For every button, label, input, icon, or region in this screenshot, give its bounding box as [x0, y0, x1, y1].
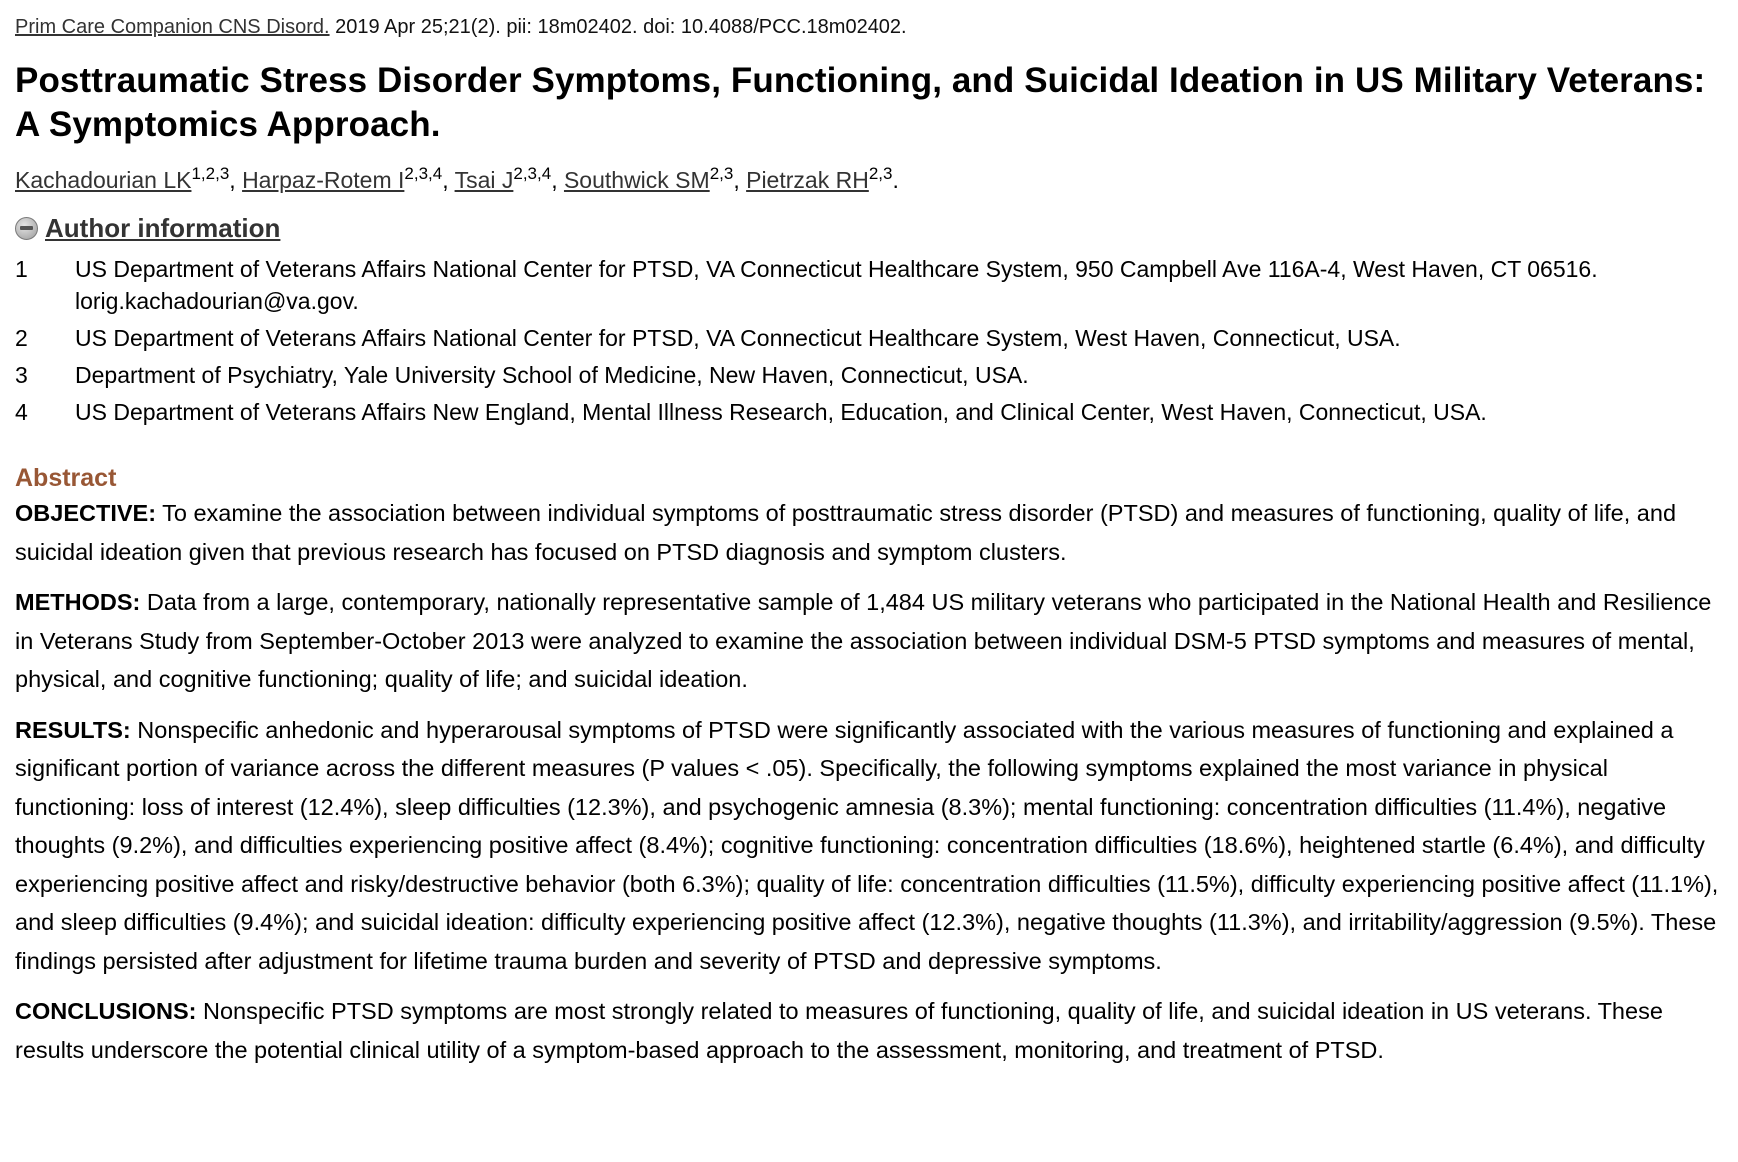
- section-label: METHODS:: [15, 589, 141, 615]
- section-label: RESULTS:: [15, 716, 131, 743]
- abstract-results: [15, 711, 1723, 981]
- author-link[interactable]: Kachadourian LK: [15, 167, 192, 193]
- section-text: To examine the association between individual symptoms of posttraumatic stress disorder (PTSD) and measures of functioning, quality of life, and suicidal ideation given that previous research has focused on PTSD diagnosis and symptom clusters.: [15, 500, 1677, 565]
- affiliation-number: 3: [15, 362, 28, 388]
- author-affil-sup: 1,2,3: [191, 164, 230, 183]
- collapse-minus-icon[interactable]: [15, 217, 38, 240]
- section-text: Nonspecific PTSD symptoms are most strongly related to measures of functioning, quality of life, and suicidal ideation in US veterans. These results underscore the potential clinical utility of a symptom-based approach to the assessment, monitoring, and treatment of PTSD.: [15, 998, 1663, 1063]
- abstract-heading: Abstract: [15, 464, 117, 492]
- article-title: Posttraumatic Stress Disorder Symptoms, Functioning, and Suicidal Ideation in US Military Veterans: A Symptomics Approach.: [15, 61, 1706, 144]
- affiliation-item: [15, 396, 1723, 428]
- section-label: CONCLUSIONS:: [15, 998, 197, 1024]
- author-affil-sup: 2,3,4: [513, 164, 552, 183]
- affiliation-text: US Department of Veterans Affairs New England, Mental Illness Research, Education, and Clinical Center, West Haven, Connecticut, USA.: [75, 399, 1487, 425]
- affiliation-number: 4: [15, 399, 28, 425]
- author-link[interactable]: Pietrzak RH: [746, 167, 869, 193]
- citation: [15, 12, 1723, 42]
- author-link[interactable]: Southwick SM: [563, 167, 710, 193]
- affiliation-item: [15, 253, 1723, 317]
- abstract-conclusions: [15, 992, 1723, 1069]
- affiliation-number: 2: [15, 325, 28, 351]
- author-affil-sup: 2,3: [868, 164, 893, 183]
- section-text: Nonspecific anhedonic and hyperarousal symptoms of PTSD were significantly associated with the various measures of functioning and explained a significant portion of variance across the different measures (P values < .05). Specifically, the following symptoms explained the most variance in physical functioning: loss of interest (12.4%), sleep difficulties (12.3%), and psychogenic amnesia (8.3%); mental functioning: concentration difficulties (11.4%), negative thoughts (9.2%), and difficulties experiencing positive affect (8.4%); cognitive functioning: concentration difficulties (18.6%), heightened startle (6.4%), and difficulty experiencing positive affect and risky/destructive behavior (both 6.3%); quality of life: concentration difficulties (11.5%), difficulty experiencing positive affect (11.1%), and sleep difficulties (9.4%); and suicidal ideation: difficulty experiencing positive affect (12.3%), negative thoughts (11.3%), and irritability/aggression (9.5%). These findings persisted after adjustment for lifetime trauma burden and severity of PTSD and depressive symptoms.: [15, 716, 1719, 974]
- author-affil-sup: 2,3: [709, 164, 734, 183]
- author-link[interactable]: Tsai J: [454, 167, 514, 193]
- affiliation-text: US Department of Veterans Affairs National Center for PTSD, VA Connecticut Healthcare System, West Haven, Connecticut, USA.: [75, 325, 1401, 351]
- abstract-methods: [15, 583, 1723, 699]
- affiliation-text: US Department of Veterans Affairs National Center for PTSD, VA Connecticut Healthcare System, 950 Campbell Ave 116A-4, West Haven, CT 06516. lorig.kachadourian@va.gov.: [75, 256, 1598, 314]
- author-list: Kachadourian LK$^{1,2,3}$, Harpaz-Rotem I$^{2,3,4}$, Tsai J$^{2,3,4}$, Southwick SM$^{2,3}$, Pietrzak RH$^{2,3}$.: [15, 164, 899, 193]
- abstract-objective: [15, 494, 1723, 571]
- journal-link[interactable]: Prim Care Companion CNS Disord.: [15, 16, 330, 38]
- author-link[interactable]: Harpaz-Rotem I: [242, 167, 405, 193]
- section-text: Data from a large, contemporary, nationally representative sample of 1,484 US military veterans who participated in the National Health and Resilience in Veterans Study from September-October 2013 were analyzed to examine the association between individual DSM-5 PTSD symptoms and measures of mental, physical, and cognitive functioning; quality of life; and suicidal ideation.: [15, 589, 1712, 692]
- section-label: OBJECTIVE:: [15, 500, 157, 526]
- affiliation-item: [15, 359, 1723, 391]
- affiliation-number: 1: [15, 256, 28, 282]
- citation-details: 2019 Apr 25;21(2). pii: 18m02402. doi: 10.4088/PCC.18m02402.: [335, 16, 907, 38]
- author-info-label[interactable]: Author information: [45, 213, 281, 243]
- affiliation-text: Department of Psychiatry, Yale University School of Medicine, New Haven, Connecticut, USA.: [75, 362, 1029, 388]
- affiliation-item: [15, 322, 1723, 354]
- author-affil-sup: 2,3,4: [404, 164, 443, 183]
- author-info-toggle[interactable]: [15, 211, 1723, 245]
- affiliation-list: [15, 253, 1723, 428]
